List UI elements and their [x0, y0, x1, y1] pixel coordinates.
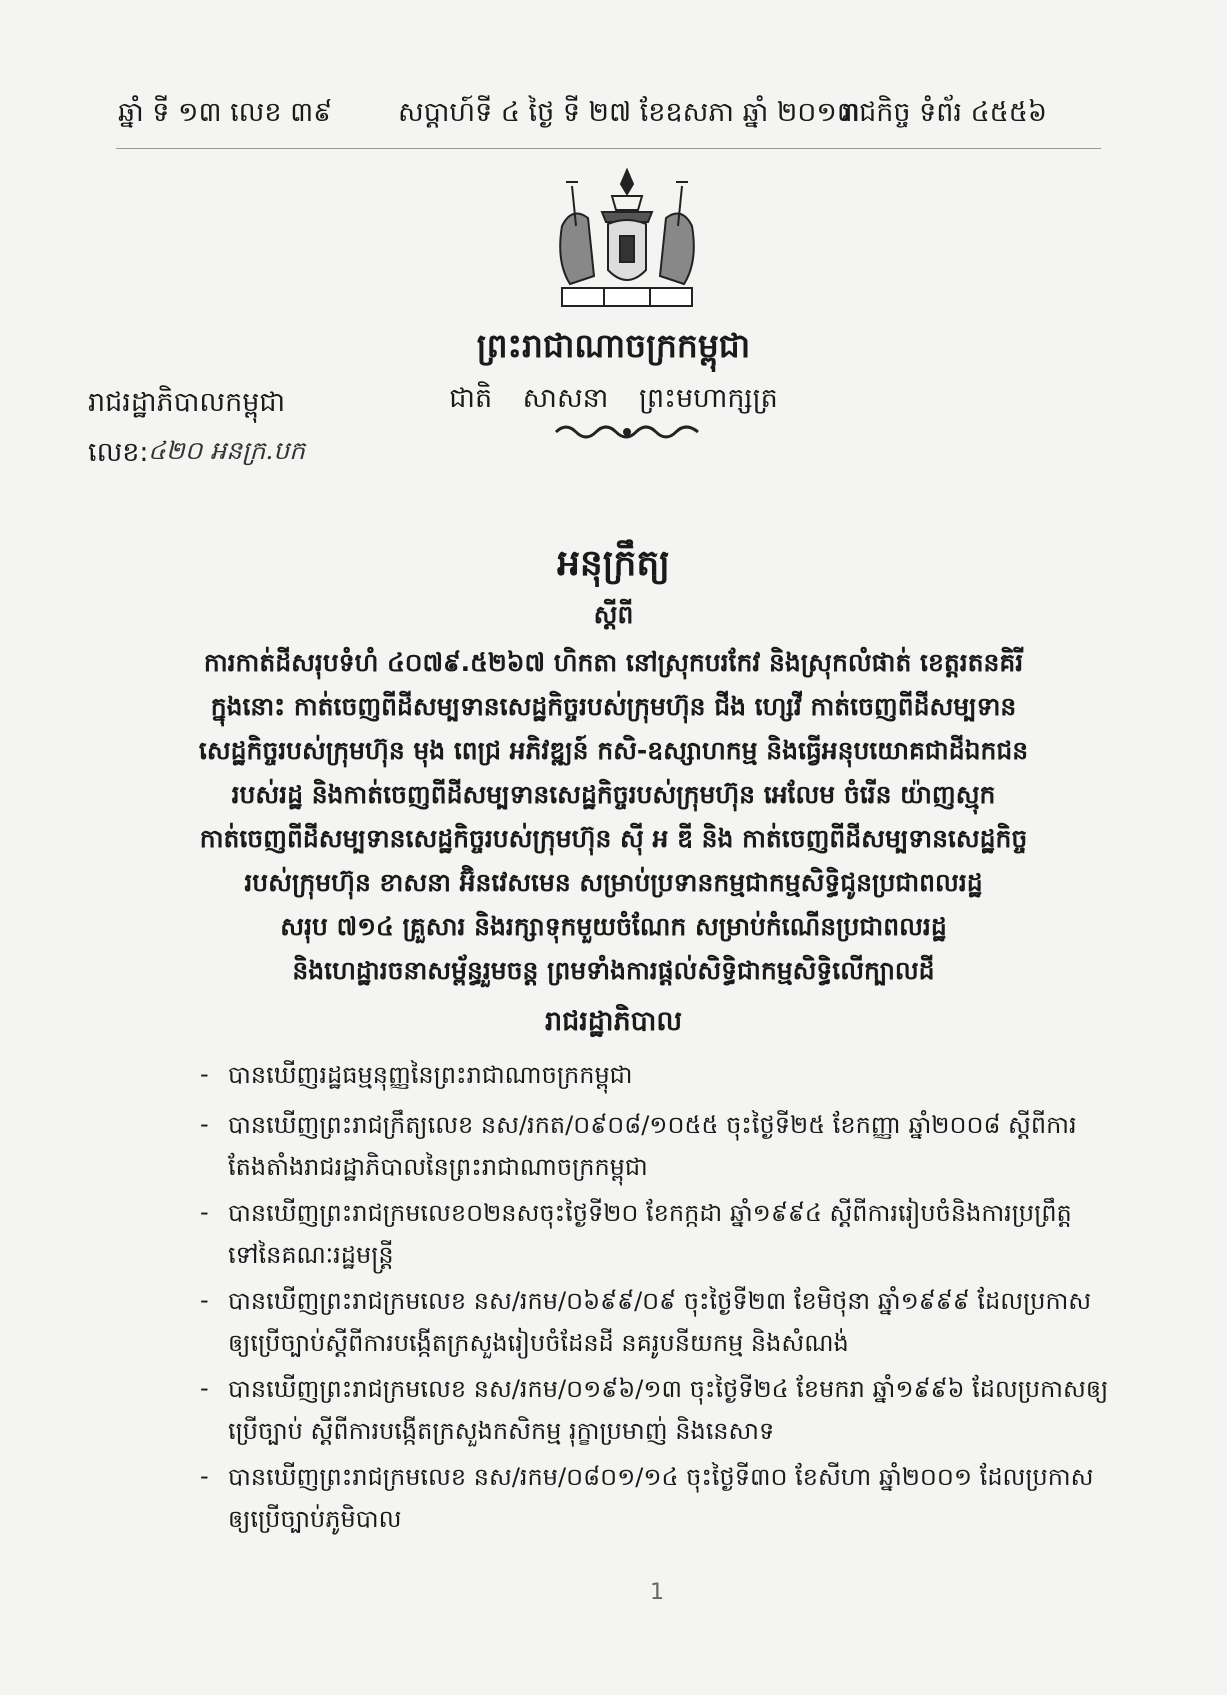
national-motto: ជាតិ សាសនា ព្រះមហាក្សត្រ	[449, 383, 778, 414]
decorative-ornament-icon	[552, 420, 702, 442]
citation-line: បានឃើញព្រះរាជក្រមលេខ នស/រកម/០៨០១/១៤ ចុះថ្ងៃទី៣០ ខែសីហា ឆ្នាំ២០០១ ដែលប្រកាស	[228, 1463, 1094, 1491]
page-number: 1	[650, 1580, 664, 1605]
subject-line: ការកាត់ដីសរុបទំហំ ៤០៧៩.៥២៦៧ ហិកតា នៅស្រុកបរកែវ និងស្រុកលំផាត់ ខេត្តរតនគិរី	[203, 648, 1024, 677]
subject-line: កាត់ចេញពីដីសម្បទានសេដ្ឋកិច្ចរបស់ក្រុមហ៊ុន ស៊ី អ ឌី និង កាត់ចេញពីដីសម្បទានសេដ្ឋកិច្ច	[199, 824, 1028, 853]
handwritten-reference-number: ៤២០ អនក្រ.បក	[148, 436, 306, 465]
government-heading: រាជរដ្ឋាភិបាល	[544, 1006, 683, 1037]
document-title: អនុក្រឹត្យ	[557, 543, 670, 584]
document-subtitle: ស្តីពី	[593, 600, 634, 629]
subject-line: សេដ្ឋកិច្ចរបស់ក្រុមហ៊ុន មុង ពេជ្រ អភិវឌ្ឍន៍ កសិ-ឧស្សាហកម្ម និងធ្វើអនុបយោគជាដីឯកជន	[198, 736, 1029, 765]
issuing-government: រាជរដ្ឋាភិបាលកម្ពុជា	[88, 387, 286, 418]
gazette-page-ref: រាជកិច្ច ទំព័រ ៤៥៥៦	[842, 97, 1048, 128]
gazette-year-number: ឆ្នាំ ទី ១៣ លេខ ៣៩	[118, 97, 333, 128]
citation-line: ប្រើច្បាប់ ស្តីពីការបង្កើតក្រសួងកសិកម្ម រុក្ខាប្រមាញ់ និងនេសាទ	[228, 1417, 775, 1445]
citation-line: ទៅនៃគណៈរដ្ឋមន្ត្រី	[228, 1241, 394, 1269]
citation-line: ឲ្យប្រើច្បាប់ភូមិបាល	[228, 1505, 402, 1533]
subject-line: និងហេដ្ឋារចនាសម្ព័ន្ធរួមចន្ត ព្រមទាំងការផ្តល់សិទ្ធិជាកម្មសិទ្ធិលើក្បាលដី	[292, 956, 935, 985]
list-bullet: -	[200, 1060, 209, 1088]
subject-line: របស់ក្រុមហ៊ុន ខាសនា អ៊ិនវេសមេន សម្រាប់ប្រទានកម្មជាកម្មសិទ្ធិជូនប្រជាពលរដ្ឋ	[244, 868, 983, 897]
subject-line: ក្នុងនោះ កាត់ចេញពីដីសម្បទានសេដ្ឋកិច្ចរបស់ក្រុមហ៊ុន ជីង ហ្សេវី កាត់ចេញពីដីសម្បទាន	[210, 692, 1017, 721]
citation-line: បានឃើញព្រះរាជក្រមលេខ នស/រកម/០១៩៦/១៣ ចុះថ្ងៃទី២៤ ខែមករា ឆ្នាំ១៩៩៦ ដែលប្រកាសឲ្យ	[228, 1375, 1109, 1403]
list-bullet: -	[200, 1286, 209, 1314]
subject-line: របស់រដ្ឋ និងកាត់ចេញពីដីសម្បទានសេដ្ឋកិច្ចរបស់ក្រុមហ៊ុន អេលែម ចំរើន យ៉ាញស្មុក	[231, 780, 996, 809]
subject-line: សរុប ៧១៤ គ្រួសារ និងរក្សាទុកមួយចំណែក សម្រាប់កំណើនប្រជាពលរដ្ឋ	[280, 912, 947, 941]
list-bullet: -	[200, 1198, 209, 1226]
citation-line: បានឃើញព្រះរាជក្រមលេខ នស/រកម/០៦៩៩/០៩ ចុះថ្ងៃទី២៣ ខែមិថុនា ឆ្នាំ១៩៩៩ ដែលប្រកាស	[228, 1287, 1092, 1315]
citation-line: បានឃើញព្រះរាជក្រឹត្យលេខ នស/រកត/០៩០៨/១០៥៥ ចុះថ្ងៃទី២៥ ខែកញ្ញា ឆ្នាំ២០០៨ ស្តីពីការ	[228, 1111, 1077, 1139]
citation-line: បានឃើញរដ្ឋធម្មនុញ្ញនៃព្រះរាជាណាចក្រកម្ពុជា	[228, 1061, 633, 1089]
list-bullet: -	[200, 1374, 209, 1402]
header-divider	[116, 148, 1101, 149]
kingdom-name: ព្រះរាជាណាចក្រកម្ពុជា	[476, 326, 751, 365]
list-bullet: -	[200, 1110, 209, 1138]
citation-line: តែងតាំងរាជរដ្ឋាភិបាលនៃព្រះរាជាណាចក្រកម្ពុជា	[228, 1153, 648, 1181]
citation-line: បានឃើញព្រះរាជក្រមលេខ០២នសចុះថ្ងៃទី២០ ខែកក្កដា ឆ្នាំ១៩៩៤ ស្តីពីការរៀបចំនិងការប្រព្រឹត្ត	[228, 1199, 1072, 1227]
gazette-date: សប្តាហ៍ទី ៤ ថ្ងៃ ទី ២៧ ខែឧសភា ឆ្នាំ ២០១៣	[398, 97, 860, 128]
royal-coat-of-arms-icon	[532, 166, 722, 314]
reference-number-label: លេខ:	[88, 437, 149, 468]
list-bullet: -	[200, 1462, 209, 1490]
citation-line: ឲ្យប្រើច្បាប់ស្តីពីការបង្កើតក្រសួងរៀបចំដែនដី នគរូបនីយកម្ម និងសំណង់	[228, 1329, 849, 1357]
